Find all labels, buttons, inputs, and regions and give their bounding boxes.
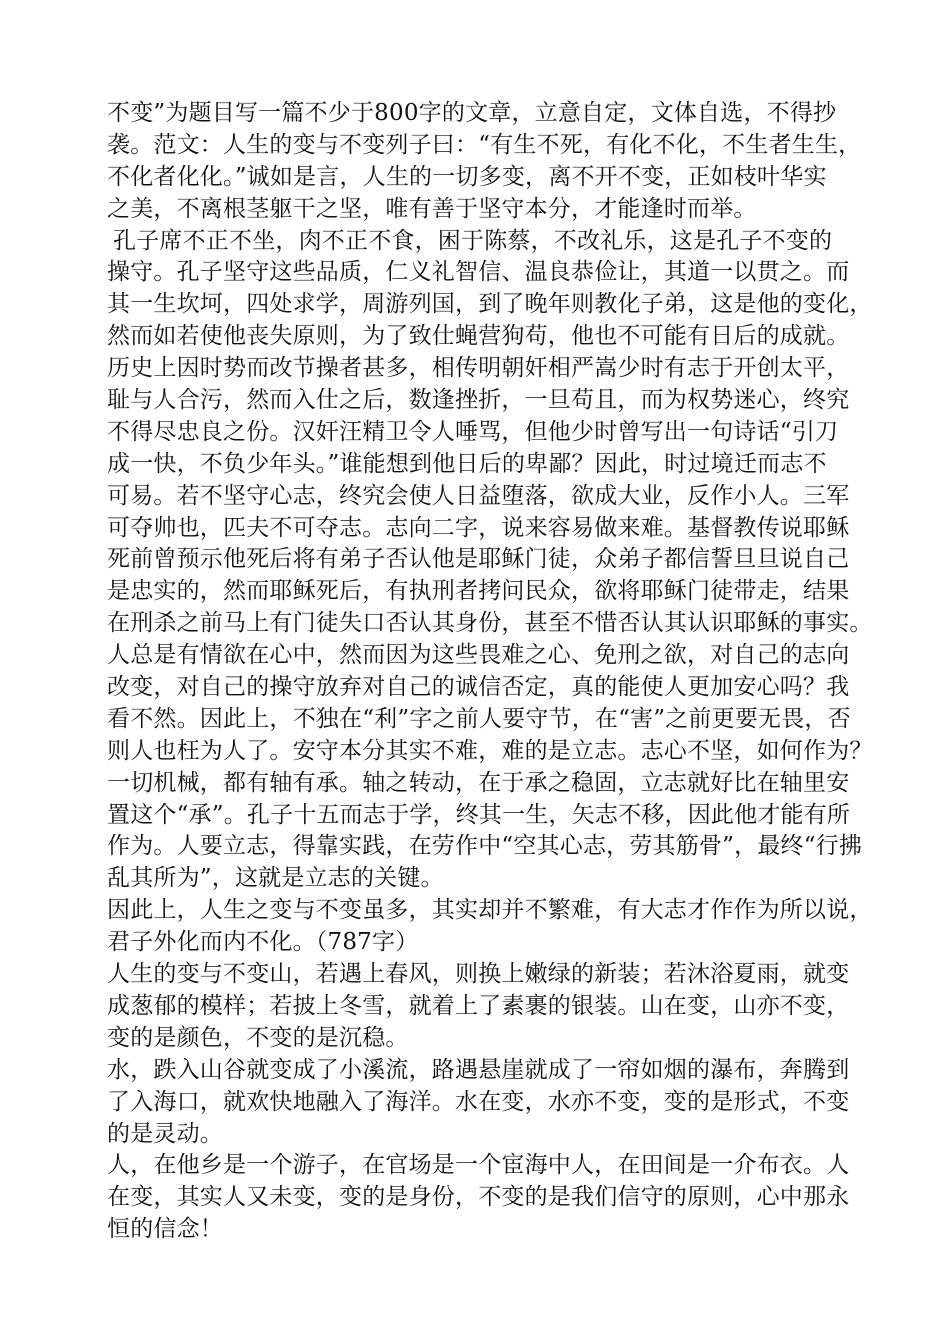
text-line: 乱其所为”，这就是立志的关键。	[107, 865, 444, 892]
text-line: 成葱郁的模样；若披上冬雪，就着上了素裹的银装。山在变，山亦不变，	[107, 992, 850, 1019]
text-line: 水，跌入山谷就变成了小溪流，路遇悬崖就成了一帘如烟的瀑布，奔腾到	[107, 1056, 850, 1083]
text-line: 看不然。因此上，不独在“利”字之前人要守节，在“害”之前更要无畏，否	[107, 705, 851, 732]
text-line: 作为。人要立志，得靠实践，在劳作中“空其心志，劳其筋骨”，最终“行拂	[107, 833, 863, 860]
text-line: 在变，其实人又未变，变的是身份，不变的是我们信守的原则，心中那永	[107, 1184, 850, 1211]
text-line: 之美，不离根茎躯干之坚，唯有善于坚守本分，才能逢时而举。	[107, 195, 757, 222]
text-line: 孔子席不正不坐，肉不正不食，困于陈蔡，不改礼乐，这是孔子不变的	[113, 227, 833, 254]
text-line: 操守。孔子坚守这些品质，仁义礼智信、温良恭俭让，其道一以贯之。而	[107, 259, 850, 286]
text-line: 则人也枉为人了。安守本分其实不难，难的是立志。志心不坚，如何作为？	[107, 737, 873, 764]
text-line: 了入海口，就欢快地融入了海洋。水在变，水亦不变，变的是形式，不变	[107, 1088, 850, 1115]
essay-text	[107, 98, 873, 1246]
text-line: 死前曾预示他死后将有弟子否认他是耶稣门徒，众弟子都信誓旦旦说自己	[107, 546, 850, 573]
text-line: 是忠实的，然而耶稣死后，有执刑者拷问民众，欲将耶稣门徒带走，结果	[107, 578, 850, 605]
text-line: 可易。若不坚守心志，终究会使人日益堕落，欲成大业，反作小人。三军	[107, 482, 850, 509]
text-line: 的是灵动。	[107, 1120, 223, 1147]
text-line: 可夺帅也，匹夫不可夺志。志向二字，说来容易做来难。基督教传说耶稣	[107, 514, 850, 541]
text-line: 耻与人合污，然而入仕之后，数逢挫折，一旦苟且，而为权势迷心，终究	[107, 387, 850, 414]
text-line: 不化者化化。”诚如是言，人生的一切多变，离不开不变，正如枝叶华实	[107, 163, 827, 190]
text-line: 历史上因时势而改节操者甚多，相传明朝奸相严嵩少时有志于开创太平，	[107, 355, 850, 382]
text-line: 一切机械，都有轴有承。轴之转动，在于承之稳固，立志就好比在轴里安	[107, 769, 850, 796]
text-line: 在刑杀之前马上有门徒失口否认其身份，甚至不惜否认其认识耶稣的事实。	[107, 610, 873, 637]
text-line: 不变”为题目写一篇不少于800字的文章，立意自定，文体自选，不得抄	[107, 100, 837, 126]
text-line: 因此上，人生之变与不变虽多，其实却并不繁难，有大志才作作为所以说，	[107, 897, 873, 924]
text-line: 成一快，不负少年头。”谁能想到他日后的卑鄙？因此，时过境迁而志不	[107, 450, 827, 477]
text-line: 人生的变与不变山，若遇上春风，则换上嫩绿的新装；若沐浴夏雨，就变	[107, 961, 850, 988]
text-line: 不得尽忠良之份。汉奸汪精卫令人唾骂，但他少时曾写出一句诗话“引刀	[107, 418, 839, 445]
text-line: 恒的信念！	[107, 1216, 223, 1243]
text-line: 袭。范文：人生的变与不变列子曰：“有生不死，有化不化，不生者生生，	[107, 131, 862, 158]
text-line: 其一生坎坷，四处求学，周游列国，到了晚年则教化子弟，这是他的变化，	[107, 291, 873, 318]
text-line: 君子外化而内不化。（787字）	[107, 929, 419, 956]
text-line: 然而如若使他丧失原则，为了致仕蝇营狗苟，他也不可能有日后的成就。	[107, 323, 850, 350]
text-line: 变的是颜色，不变的是沉稳。	[107, 1024, 409, 1051]
text-line: 改变，对自己的操守放弃对自己的诚信否定，真的能使人更加安心吗？我	[107, 674, 850, 701]
text-line: 人总是有情欲在心中，然而因为这些畏难之心、免刑之欲，对自己的志向	[107, 642, 850, 669]
text-line: 人，在他乡是一个游子，在官场是一个宦海中人，在田间是一介布衣。人	[107, 1152, 850, 1179]
text-line: 置这个“承”。孔子十五而志于学，终其一生，矢志不移，因此他才能有所	[107, 801, 851, 828]
